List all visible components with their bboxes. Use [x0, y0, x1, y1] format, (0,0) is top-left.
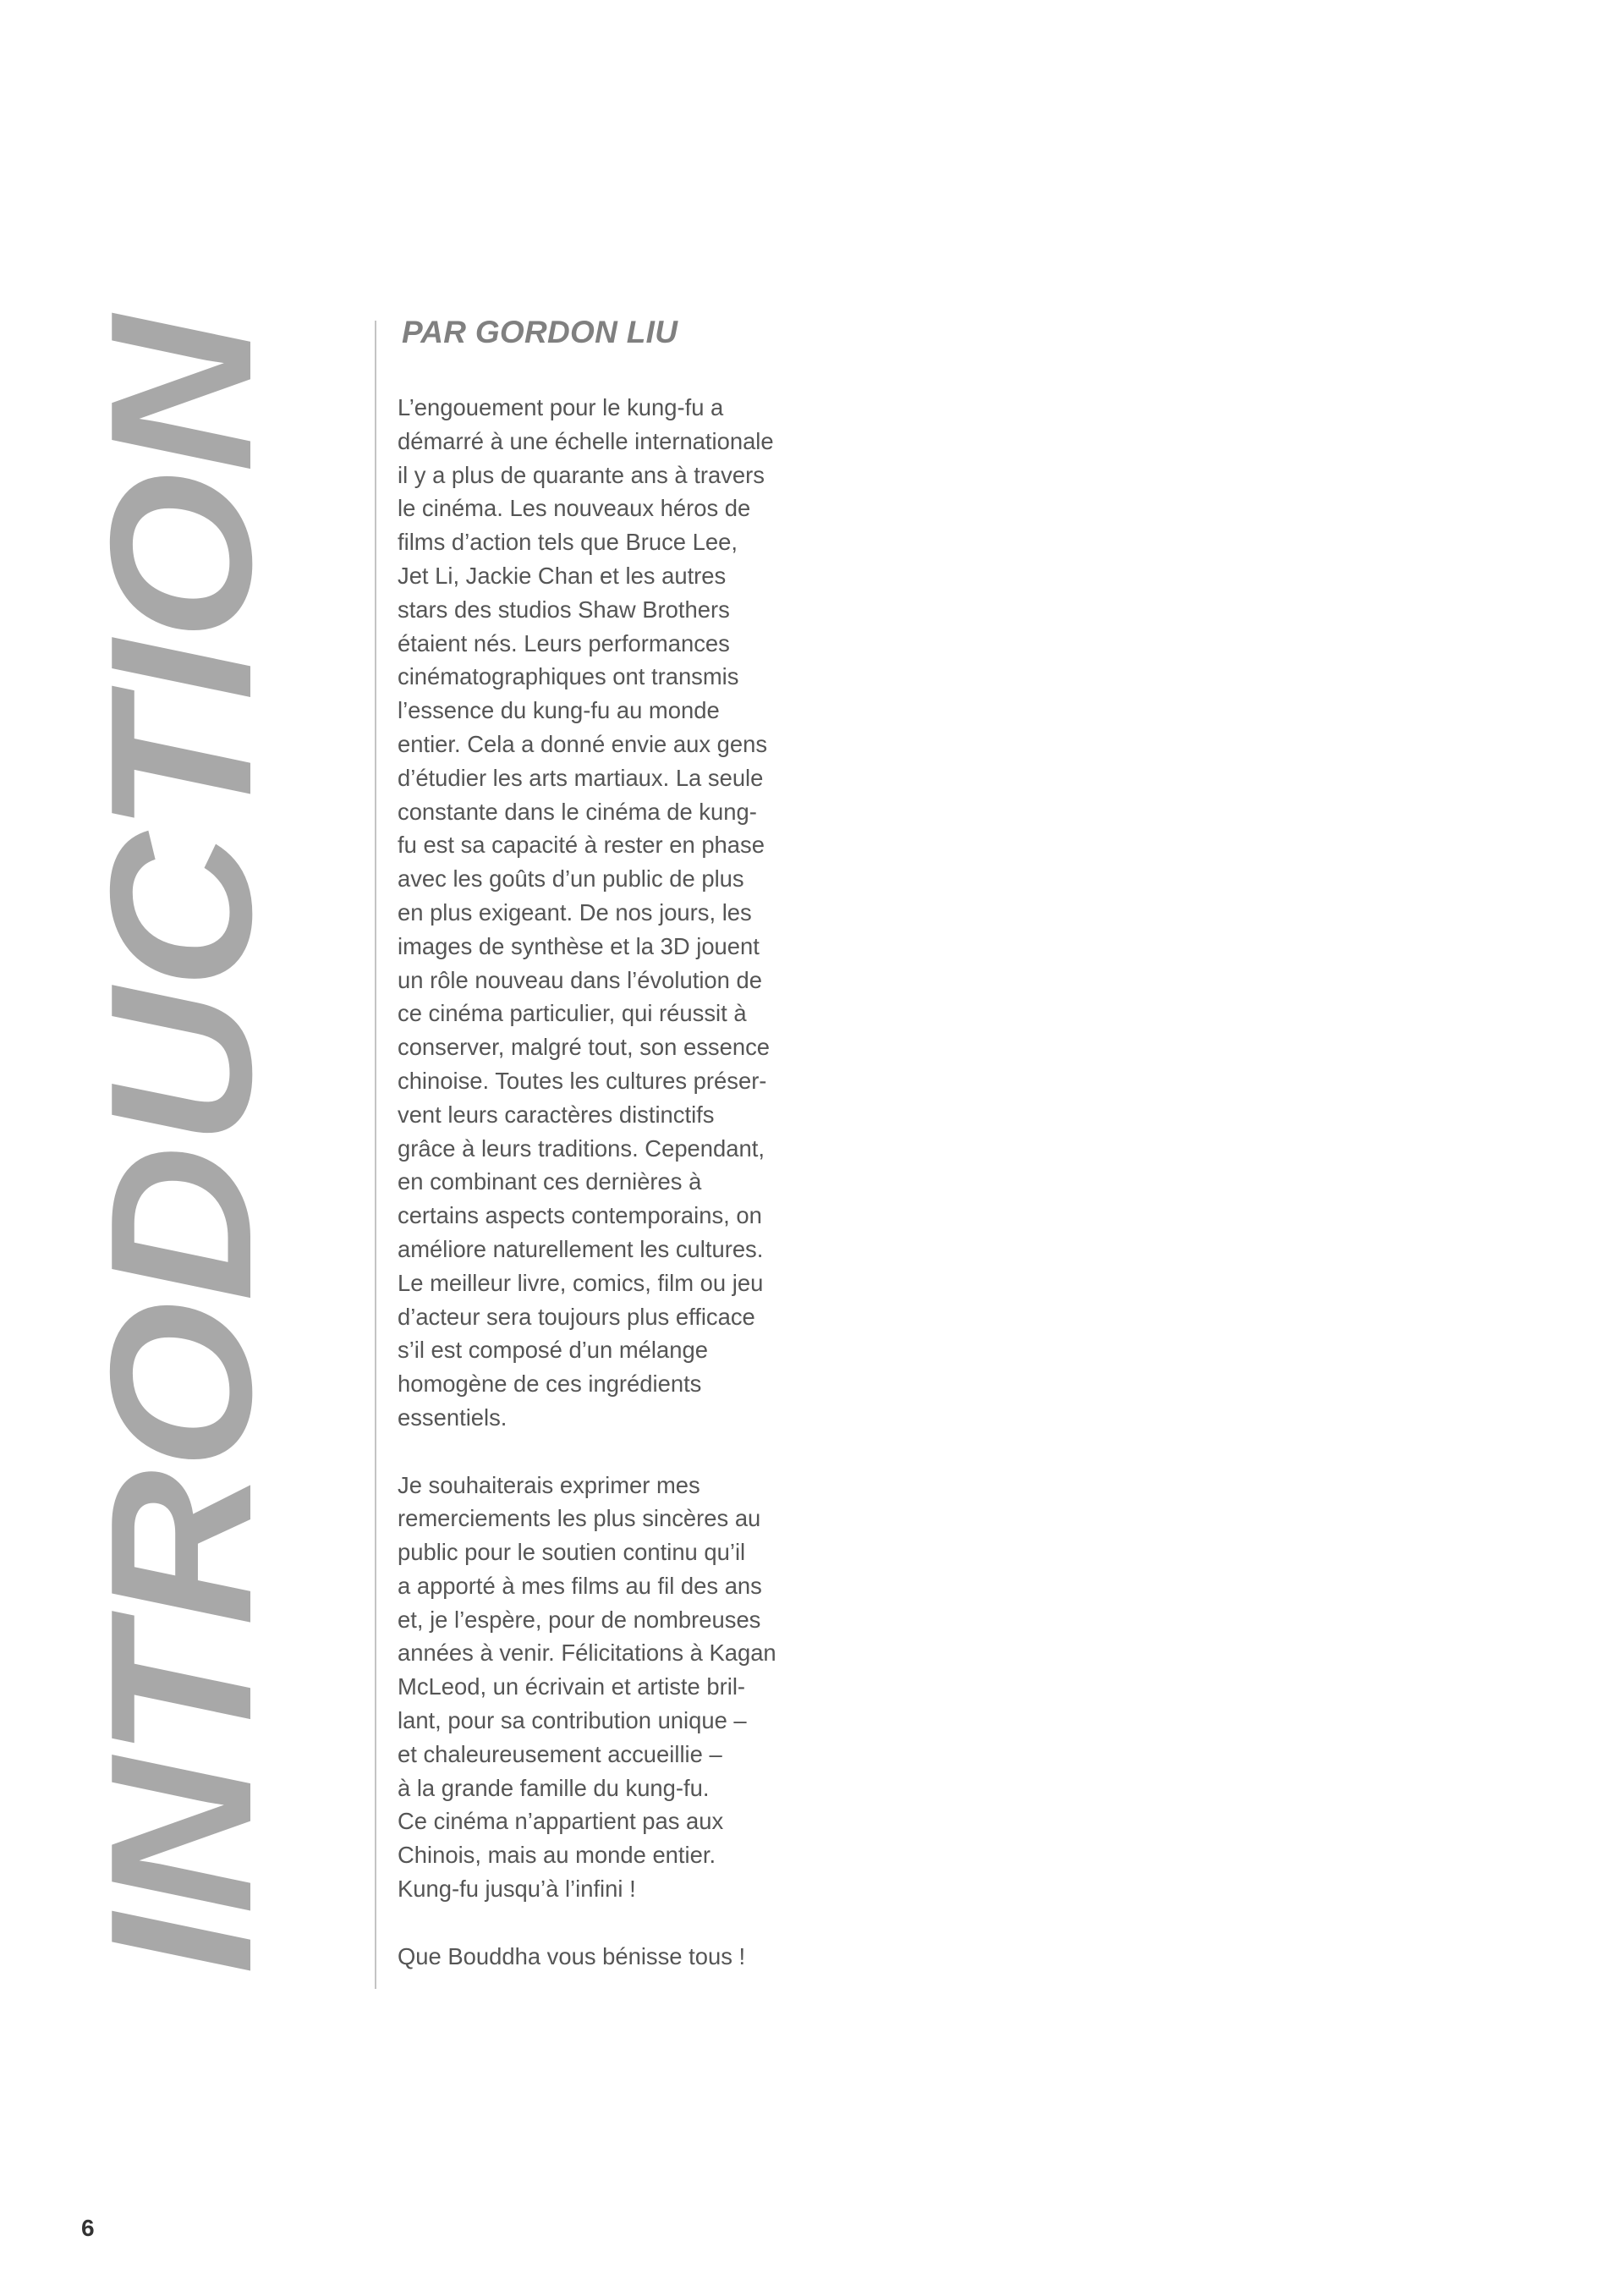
text-line: grâce à leurs traditions. Cependant, — [398, 1134, 765, 1162]
text-line: Chinois, mais au monde entier. — [398, 1842, 716, 1869]
text-line: essentiels. — [398, 1403, 508, 1431]
text-line: en plus exigeant. De nos jours, les — [398, 898, 752, 926]
text-line: Ce cinéma n’appartient pas aux — [398, 1808, 724, 1835]
author-byline: PAR GORDON LIU — [402, 315, 678, 349]
text-line: chinoise. Toutes les cultures préser- — [398, 1067, 767, 1094]
text-line: constante dans le cinéma de kung- — [398, 798, 757, 825]
text-line: améliore naturellement les cultures. — [398, 1235, 764, 1262]
text-line: il y a plus de quarante ans à travers — [398, 461, 765, 488]
vertical-title — [69, 316, 294, 1975]
text-line: s’il est composé d’un mélange — [398, 1337, 708, 1364]
page-number: 6 — [81, 2215, 95, 2241]
vertical-divider — [375, 321, 376, 1989]
text-line: Kung-fu jusqu’à l’infini ! — [398, 1876, 636, 1903]
text-line: Jet Li, Jackie Chan et les autres — [398, 562, 727, 589]
text-line: avec les goûts d’un public de plus — [398, 865, 744, 893]
text-line: stars des studios Shaw Brothers — [398, 596, 730, 623]
text-line: conserver, malgré tout, son essence — [398, 1034, 771, 1061]
text-line: ce cinéma particulier, qui réussit à — [398, 1000, 747, 1027]
text-line: l’essence du kung-fu au monde — [398, 697, 720, 724]
text-line: étaient nés. Leurs performances — [398, 629, 730, 656]
text-line: certains aspects contemporains, on — [398, 1202, 762, 1229]
text-line: d’étudier les arts martiaux. La seule — [398, 764, 764, 791]
text-line: Le meilleur livre, comics, film ou jeu — [398, 1269, 764, 1296]
text-line: démarré à une échelle internationale — [398, 427, 774, 454]
text-line: McLeod, un écrivain et artiste bril- — [398, 1673, 746, 1700]
text-line: Que Bouddha vous bénisse tous ! — [398, 1942, 746, 1969]
paragraph — [398, 1940, 888, 1974]
text-line: à la grande famille du kung-fu. — [398, 1774, 710, 1801]
text-line: vent leurs caractères distinctifs — [398, 1101, 715, 1128]
text-line: et chaleureusement accueillie – — [398, 1740, 722, 1767]
text-line: homogène de ces ingrédients — [398, 1370, 702, 1398]
text-line: a apporté à mes films au fil des ans — [398, 1572, 762, 1599]
text-line: L’engouement pour le kung-fu a — [398, 394, 724, 420]
text-line: et, je l’espère, pour de nombreuses — [398, 1606, 761, 1633]
text-line: un rôle nouveau dans l’évolution de — [398, 966, 762, 993]
text-line: public pour le soutien continu qu’il — [398, 1539, 746, 1566]
text-line: entier. Cela a donné envie aux gens — [398, 730, 768, 757]
text-line: fu est sa capacité à rester en phase — [398, 832, 765, 859]
vertical-title-text: INTRODUCTION — [69, 431, 294, 1975]
text-line: cinématographiques ont transmis — [398, 663, 739, 690]
body-text — [398, 391, 888, 1973]
text-line: d’acteur sera toujours plus efficace — [398, 1303, 755, 1330]
paragraph — [398, 391, 888, 1435]
text-line: le cinéma. Les nouveaux héros de — [398, 495, 751, 522]
text-line: en combinant ces dernières à — [398, 1168, 702, 1195]
text-line: images de synthèse et la 3D jouent — [398, 932, 760, 959]
text-line: années à venir. Félicitations à Kagan — [398, 1640, 776, 1667]
text-line: lant, pour sa contribution unique – — [398, 1707, 747, 1734]
paragraph — [398, 1469, 888, 1906]
text-line: remerciements les plus sincères au — [398, 1505, 761, 1532]
text-line: Je souhaiterais exprimer mes — [398, 1471, 700, 1498]
text-line: films d’action tels que Bruce Lee, — [398, 529, 738, 556]
